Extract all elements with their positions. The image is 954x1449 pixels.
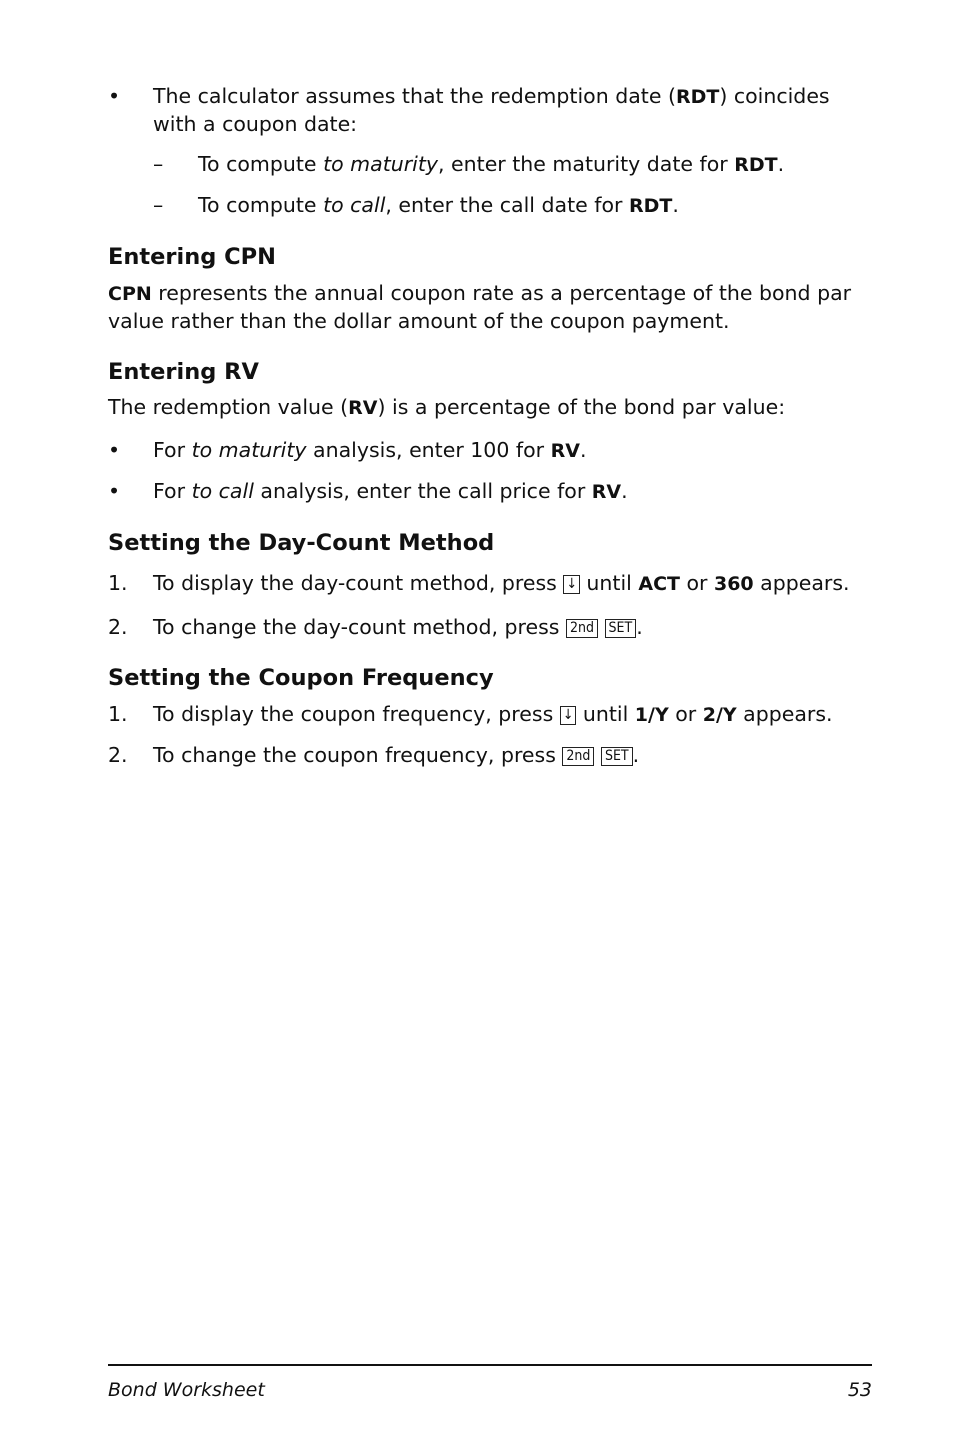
text: analysis, enter the call price for bbox=[253, 479, 592, 503]
bold-term: ACT bbox=[638, 573, 680, 595]
bold-term: CPN bbox=[108, 283, 152, 305]
text: until bbox=[576, 702, 635, 726]
text: To change the day-count method, press bbox=[153, 615, 566, 639]
bold-term: 2/Y bbox=[702, 704, 737, 726]
down-arrow-key-icon: ↓ bbox=[563, 575, 580, 594]
bold-term: RV bbox=[591, 481, 622, 503]
dash-marker: – bbox=[153, 193, 164, 217]
italic-term: to call bbox=[323, 193, 386, 217]
text: ) is a percentage of the bond par value: bbox=[377, 395, 786, 419]
text: , enter the maturity date for bbox=[438, 152, 735, 176]
text: or bbox=[668, 702, 703, 726]
set-key-icon: SET bbox=[601, 747, 633, 766]
text: . bbox=[632, 743, 640, 767]
text: To change the coupon frequency, press bbox=[153, 743, 563, 767]
footer-divider bbox=[108, 1364, 872, 1366]
dash-marker: – bbox=[153, 152, 164, 176]
text: . bbox=[579, 438, 587, 462]
2nd-key-icon: 2nd bbox=[562, 747, 594, 766]
heading-coupon-frequency: Setting the Coupon Frequency bbox=[108, 665, 494, 691]
step-number: 2. bbox=[108, 743, 128, 767]
step-display-day-count bbox=[108, 570, 872, 598]
bold-term: 360 bbox=[713, 573, 754, 595]
text: or bbox=[679, 571, 714, 595]
bold-term: RDT bbox=[628, 195, 673, 217]
text: . bbox=[672, 193, 679, 217]
bullet-marker: • bbox=[108, 438, 121, 462]
text: . bbox=[636, 615, 643, 639]
text: . bbox=[621, 479, 628, 503]
bold-term: RDT bbox=[675, 86, 720, 108]
sub-item-to-maturity bbox=[108, 151, 872, 179]
bold-term: RV bbox=[348, 397, 378, 419]
text: The calculator assumes that the redemption date ( bbox=[153, 84, 676, 108]
text: To display the day-count method, press bbox=[153, 571, 564, 595]
text: appears. bbox=[736, 702, 833, 726]
bold-term: RDT bbox=[734, 154, 778, 176]
step-display-coupon-frequency bbox=[108, 701, 872, 729]
page-content bbox=[108, 80, 872, 769]
step-number: 1. bbox=[108, 571, 128, 595]
set-key-icon: SET bbox=[605, 619, 637, 638]
step-change-day-count bbox=[108, 614, 872, 641]
paragraph-cpn bbox=[108, 280, 872, 335]
bullet-rv-maturity bbox=[108, 437, 872, 465]
text: For bbox=[153, 438, 192, 462]
text: To compute bbox=[198, 193, 324, 217]
down-arrow-key-icon: ↓ bbox=[560, 706, 577, 725]
bold-term: 1/Y bbox=[634, 704, 669, 726]
text: To display the coupon frequency, press bbox=[153, 702, 560, 726]
italic-term: to call bbox=[191, 479, 254, 503]
step-number: 2. bbox=[108, 615, 128, 639]
text: The redemption value ( bbox=[108, 395, 349, 419]
text: until bbox=[579, 571, 639, 595]
paragraph-rv bbox=[108, 394, 872, 422]
italic-term: to maturity bbox=[191, 438, 307, 462]
text: analysis, enter 100 for bbox=[306, 438, 551, 462]
italic-term: to maturity bbox=[323, 152, 439, 176]
text: To compute bbox=[198, 152, 324, 176]
text: represents the annual coupon rate as a percentage of the bond par value rather than the dollar amount of the coupon payment. bbox=[108, 281, 852, 333]
heading-day-count-method: Setting the Day-Count Method bbox=[108, 530, 495, 556]
heading-entering-rv: Entering RV bbox=[108, 359, 259, 385]
bullet-marker: • bbox=[108, 84, 121, 108]
step-change-coupon-frequency bbox=[108, 742, 872, 769]
page-number: 53 bbox=[847, 1379, 872, 1401]
2nd-key-icon: 2nd bbox=[566, 619, 598, 638]
footer-section-title: Bond Worksheet bbox=[108, 1379, 265, 1401]
bold-term: RV bbox=[550, 440, 580, 462]
text: , enter the call date for bbox=[385, 193, 629, 217]
bullet-rv-call bbox=[108, 478, 872, 506]
bullet-redemption-date bbox=[108, 83, 872, 138]
heading-entering-cpn: Entering CPN bbox=[108, 244, 277, 270]
step-number: 1. bbox=[108, 702, 128, 726]
text: For bbox=[153, 479, 192, 503]
sub-item-to-call bbox=[108, 192, 872, 220]
text: appears. bbox=[753, 571, 850, 595]
text: ) coincides with a coupon date: bbox=[153, 84, 830, 136]
text: . bbox=[777, 152, 785, 176]
bullet-marker: • bbox=[108, 479, 121, 503]
